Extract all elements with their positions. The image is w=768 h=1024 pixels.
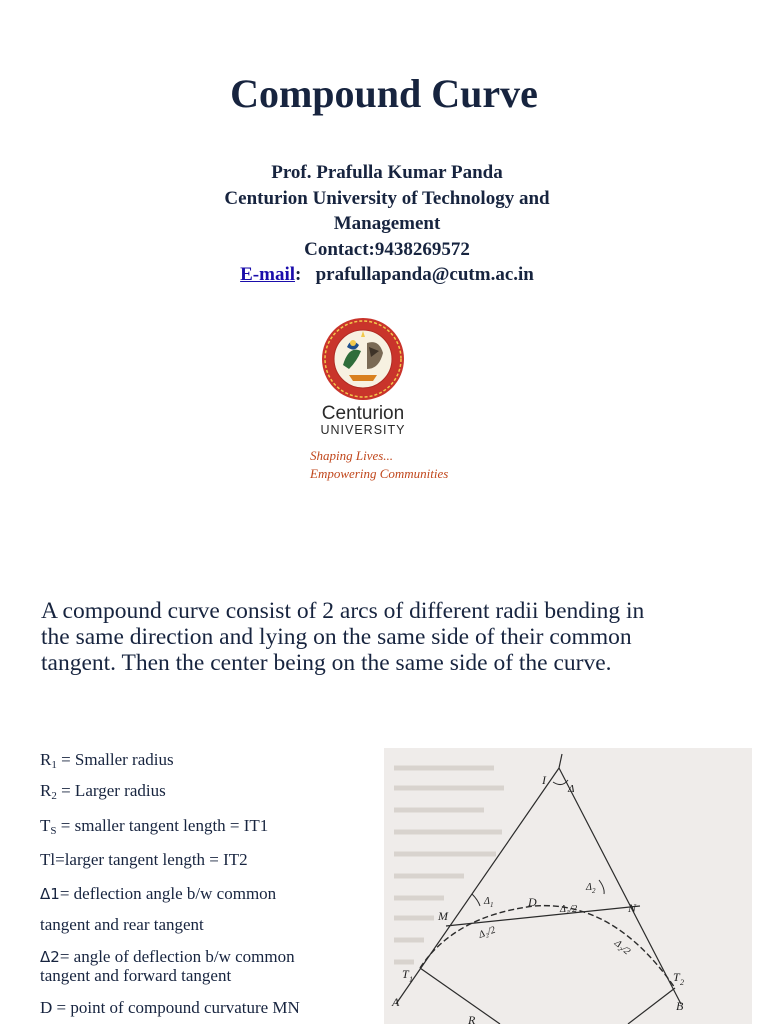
delta2-text: = angle of deflection b/w common — [59, 947, 295, 966]
affiliation-line2: Management — [333, 213, 441, 234]
def-delta1-cont: tangent and rear tangent — [40, 915, 204, 934]
fig-label-t2-sub: 2 — [680, 978, 684, 987]
delta1-index: 1 — [50, 885, 60, 903]
university-name-line1: Centurion — [321, 403, 405, 424]
email-link[interactable]: E-mail — [240, 264, 296, 285]
fig-label-d1: Δ — [484, 896, 490, 907]
fig-label-i: I — [542, 773, 546, 787]
fig-label-d2-half: Δ₂/2 — [612, 937, 633, 958]
r2-symbol: R — [40, 781, 52, 800]
email-colon: : — [295, 264, 316, 285]
intro-line1: A compound curve consist of 2 arcs of different radii bending in — [41, 598, 645, 624]
r2-text: = Larger radius — [56, 781, 166, 800]
delta2-index: 2 — [50, 948, 60, 966]
r1-symbol: R — [40, 750, 52, 769]
intro-paragraph — [41, 598, 741, 676]
fig-label-d: D — [528, 895, 537, 909]
fig-label-r1: R — [468, 1013, 476, 1024]
fig-label-n: N — [628, 901, 637, 915]
def-tl: Tl=larger tangent length = IT2 — [40, 850, 248, 869]
tagline-line1: Shaping Lives... — [310, 448, 394, 463]
def-point-d: D = point of compound curvature MN — [40, 998, 300, 1017]
university-seal — [321, 317, 405, 401]
fig-label-d2-half-left: Δ₂/2 — [477, 924, 498, 941]
fig-label-t1: T — [402, 967, 409, 981]
r1-text: = Smaller radius — [56, 750, 174, 769]
author-name: Prof. Prafulla Kumar Panda — [271, 162, 503, 183]
fig-label-d2-sub: 2 — [592, 887, 596, 895]
delta1-text: = deflection angle b/w common — [59, 884, 277, 903]
delta1-symbol: Δ — [40, 885, 51, 903]
university-name-line2: UNIVERSITY — [320, 423, 406, 437]
def-delta2 — [40, 947, 295, 967]
intro-line3: tangent. Then the center being on the same side of the curve. — [41, 650, 612, 676]
intro-line2: the same direction and lying on the same side of their common — [41, 624, 632, 650]
r2-subscript: 2 — [51, 790, 57, 802]
fig-label-m: M — [438, 909, 448, 923]
def-delta1 — [40, 884, 276, 904]
def-delta2-cont: tangent and forward tangent — [40, 966, 232, 985]
fig-label-d1-sub: 1 — [490, 901, 494, 909]
delta2-symbol: Δ — [40, 948, 51, 966]
contact: Contact:9438269572 — [304, 238, 470, 260]
compound-curve-figure — [384, 748, 752, 1024]
fig-label-d2: Δ — [586, 882, 592, 893]
email-line — [150, 262, 624, 288]
ts-symbol: T — [40, 816, 51, 835]
ts-text: = smaller tangent length = IT1 — [56, 816, 269, 835]
tagline — [310, 447, 448, 483]
def-ts — [40, 816, 268, 836]
fig-label-t1-sub: 1 — [409, 975, 413, 984]
fig-label-t2: T — [673, 970, 680, 984]
email-address: prafullapanda@cutm.ac.in — [315, 264, 534, 285]
page-title: Compound Curve — [230, 71, 538, 116]
ts-subscript: S — [50, 825, 57, 837]
def-r1 — [40, 750, 174, 770]
author-block — [150, 160, 624, 288]
university-name — [308, 404, 418, 437]
def-r2 — [40, 781, 166, 801]
fig-label-b: B — [676, 999, 684, 1013]
tagline-line2: Empowering Communities — [310, 466, 449, 481]
fig-label-d1-half: Δ₁/2 — [560, 904, 578, 915]
r1-subscript: 1 — [51, 759, 57, 771]
fig-label-a: A — [392, 995, 400, 1009]
affiliation-line1: Centurion University of Technology and — [224, 187, 550, 209]
fig-label-delta: Δ — [568, 783, 575, 795]
